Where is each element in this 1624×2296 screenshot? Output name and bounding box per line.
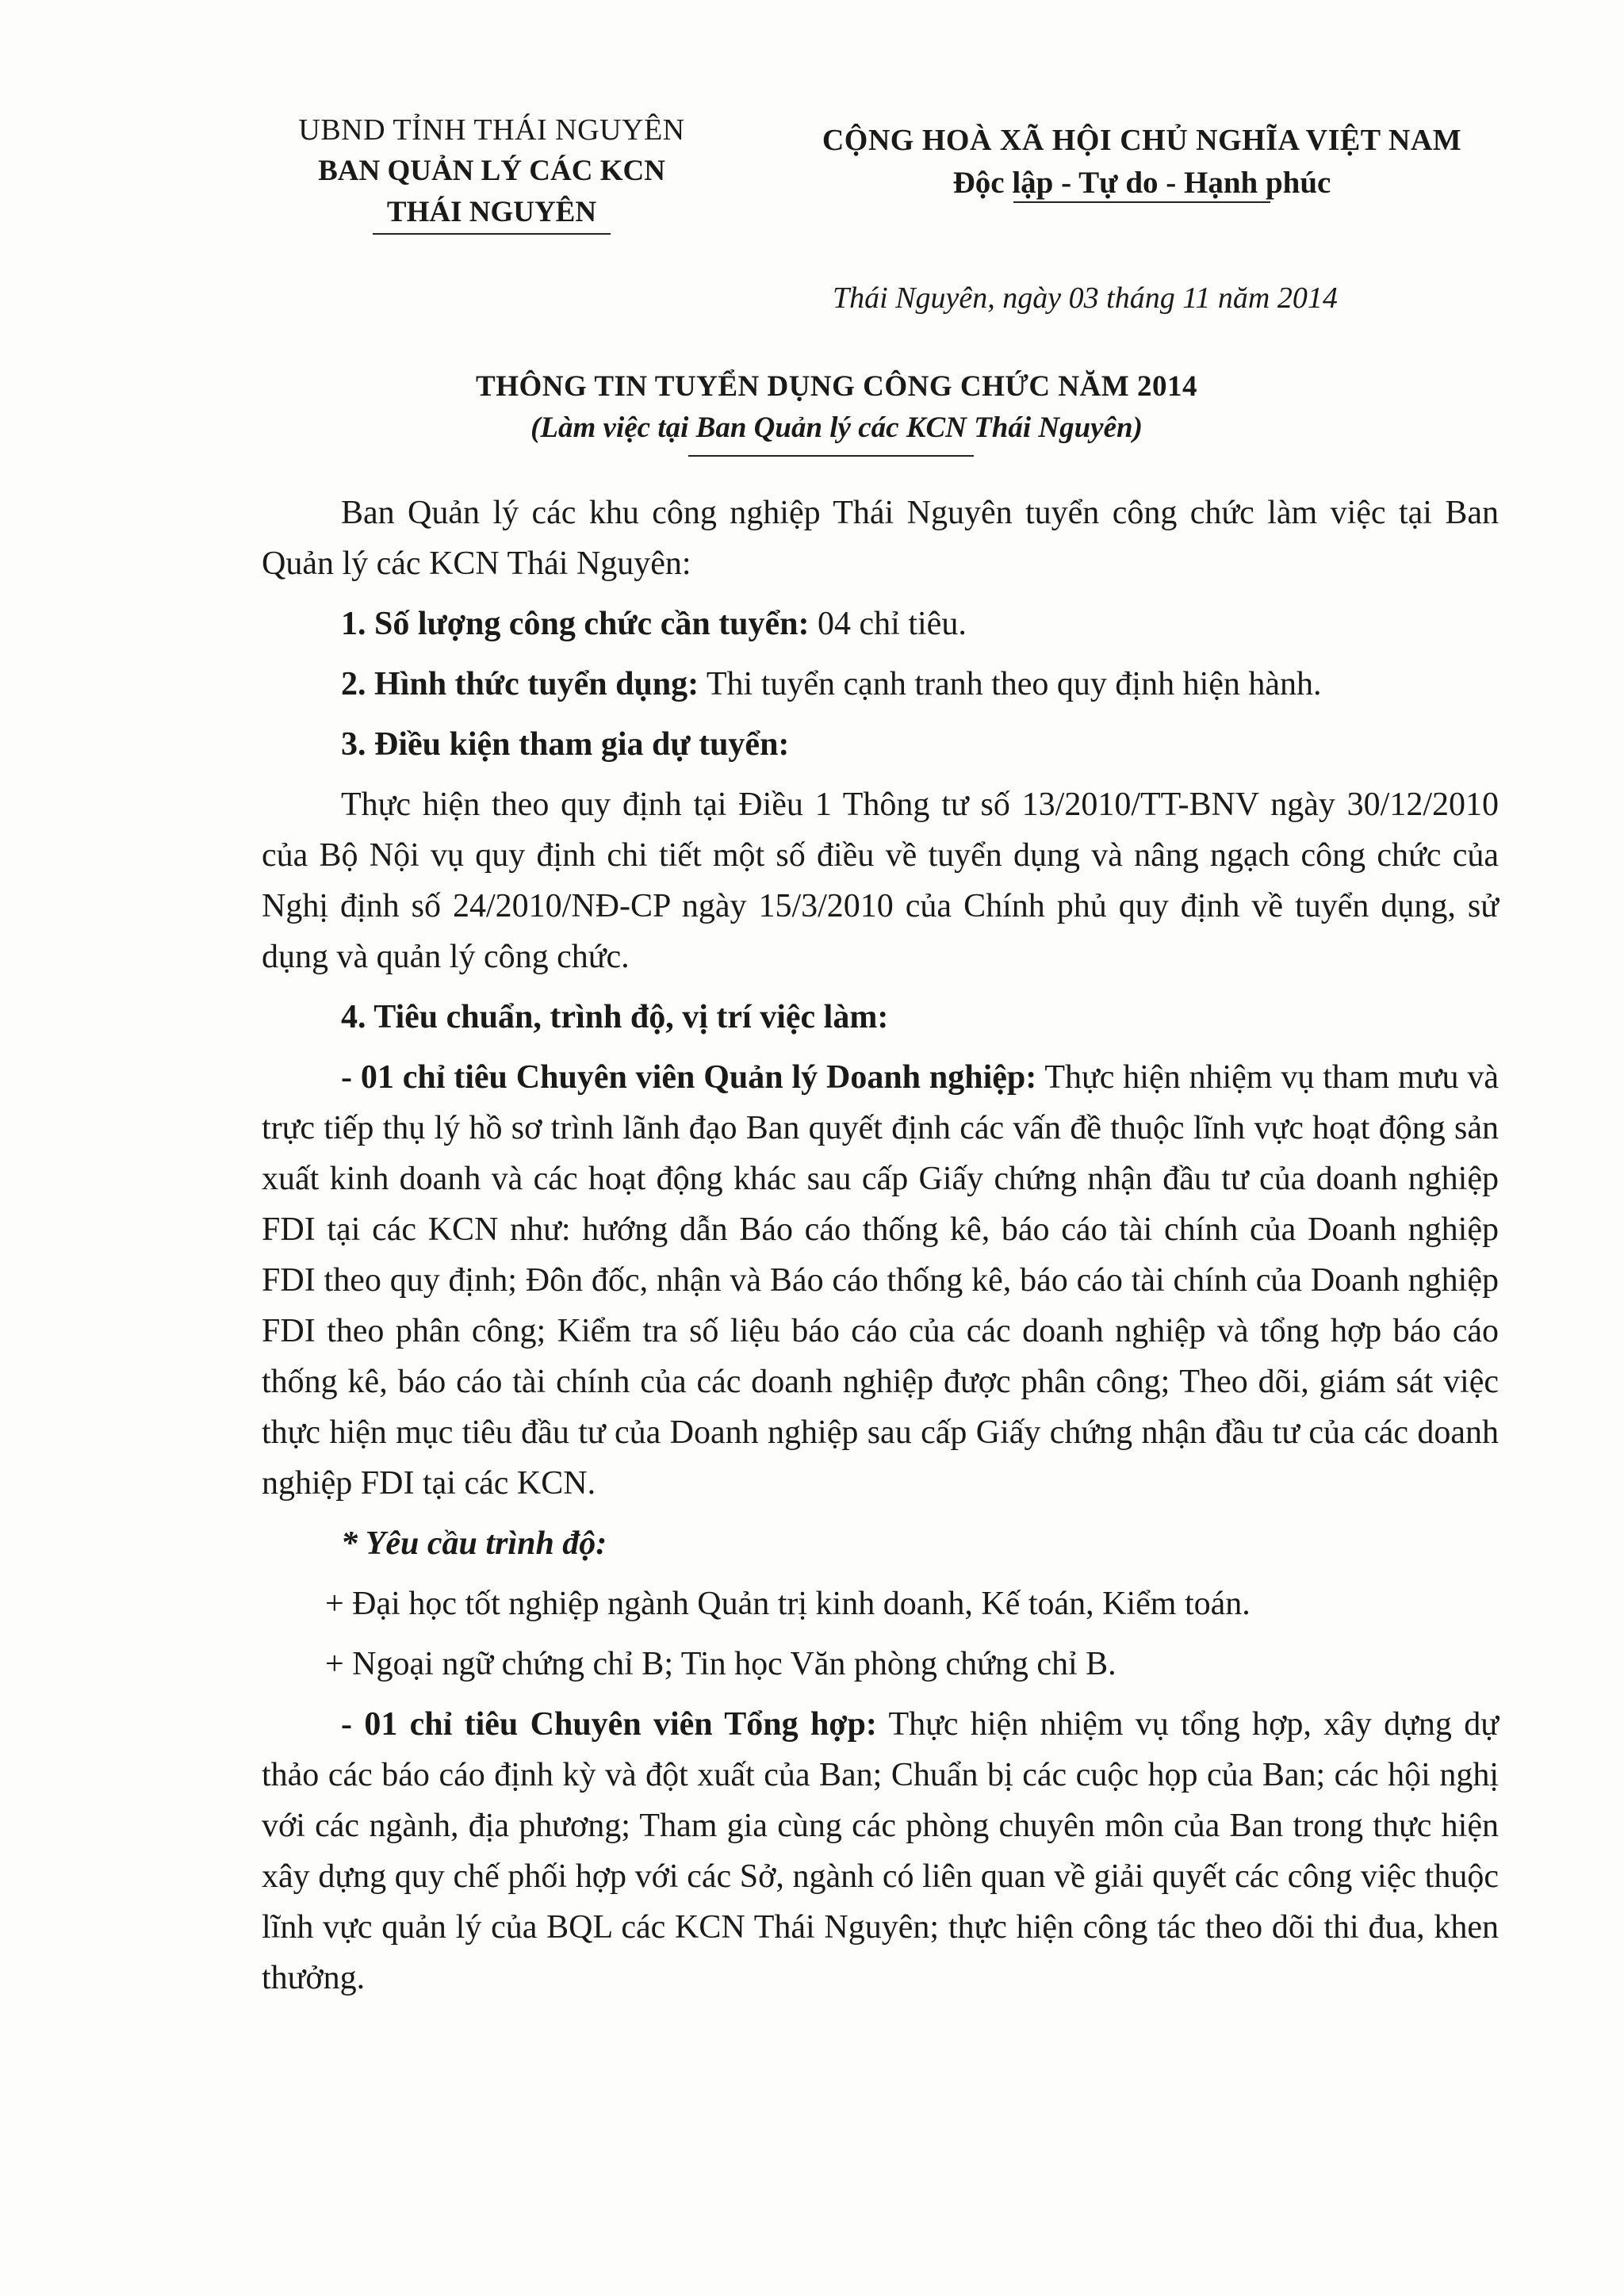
issuing-agency-header	[254, 109, 730, 233]
title-underline	[688, 455, 974, 457]
agency-parent-line: UBND TỈNH THÁI NGUYÊN	[298, 113, 685, 147]
document-body	[262, 488, 1499, 2003]
section-3-heading: 3. Điều kiện tham gia dự tuyển:	[341, 726, 790, 763]
national-motto: Độc lập - Tự do - Hạnh phúc	[952, 166, 1331, 200]
section-1-heading: 1. Số lượng công chức cần tuyển:	[341, 606, 810, 642]
position-2-heading: - 01 chỉ tiêu Chuyên viên Tổng hợp:	[341, 1706, 877, 1743]
section-4-heading: 4. Tiêu chuẩn, trình độ, vị trí việc làm:	[341, 999, 889, 1035]
document-subtitle: (Làm việc tại Ban Quản lý các KCN Thái Nguyên)	[530, 411, 1143, 444]
section-1	[262, 599, 1499, 649]
document-title: THÔNG TIN TUYỂN DỤNG CÔNG CHỨC NĂM 2014	[476, 370, 1197, 403]
agency-location-line: THÁI NGUYÊN	[386, 196, 597, 228]
requirements-heading: * Yêu cầu trình độ:	[341, 1525, 607, 1562]
agency-name-line: BAN QUẢN LÝ CÁC KCN	[318, 155, 665, 187]
position-1-paragraph	[262, 1052, 1499, 1509]
position-1-text: Thực hiện nhiệm vụ tham mưu và trực tiếp thụ lý hồ sơ trình lãnh đạo Ban quyết định các vấn đề thuộc lĩnh vực hoạt động sản xuất kinh doanh và các hoạt động khác sau cấp Giấy chứng nhận đầu tư của doanh nghiệp FDI tại các KCN như: hướng dẫn Báo cáo thống kê, báo cáo tài chính của Doanh nghiệp FDI theo quy định; Đôn đốc, nhận và Báo cáo thống kê, báo cáo tài chính của Doanh nghiệp FDI theo phân công; Kiểm tra số liệu báo cáo của các doanh nghiệp và tổng hợp báo cáo thống kê, báo cáo tài chính của các doanh nghiệp được phân công; Theo dõi, giám sát việc thực hiện mục tiêu đầu tư của Doanh nghiệp sau cấp Giấy chứng nhận đầu tư của các doanh nghiệp FDI tại các KCN.	[262, 1059, 1499, 1502]
agency-underline	[373, 233, 611, 235]
document-title-block	[333, 366, 1340, 449]
section-1-text: 04 chỉ tiêu.	[809, 606, 967, 642]
section-2-heading: 2. Hình thức tuyển dụng:	[341, 666, 699, 702]
requirement-item: + Ngoại ngữ chứng chỉ B; Tin học Văn phòng chứng chỉ B.	[325, 1646, 1116, 1682]
section-2	[262, 659, 1499, 710]
position-2-text: Thực hiện nhiệm vụ tổng hợp, xây dựng dự thảo các báo cáo định kỳ và đột xuất của Ban; Chuẩn bị các cuộc họp của Ban; các hội nghị với các ngành, địa phương; Tham gia cùng các phòng chuyên môn của Ban trong thực hiện xây dựng quy chế phối hợp với các Sở, ngành có liên quan về giải quyết các công việc thuộc lĩnh vực quản lý của BQL các KCN Thái Nguyên; thực hiện công tác theo dõi thi đua, khen thưởng.	[262, 1706, 1499, 1996]
place-date-line: Thái Nguyên, ngày 03 tháng 11 năm 2014	[833, 281, 1338, 315]
position-2-paragraph	[262, 1699, 1499, 2003]
section-2-text: Thi tuyển cạnh tranh theo quy định hiện hành.	[699, 666, 1322, 702]
position-1-heading: - 01 chỉ tiêu Chuyên viên Quản lý Doanh nghiệp:	[341, 1059, 1037, 1096]
requirement-item: + Đại học tốt nghiệp ngành Quản trị kinh doanh, Kế toán, Kiểm toán.	[325, 1586, 1251, 1622]
section-3-text: Thực hiện theo quy định tại Điều 1 Thông tư số 13/2010/TT-BNV ngày 30/12/2010 của Bộ Nội vụ quy định chi tiết một số điều về tuyển dụng và nâng ngạch công chức của Nghị định số 24/2010/NĐ-CP ngày 15/3/2010 của Chính phủ quy định về tuyển dụng, sử dụng và quản lý công chức.	[262, 786, 1499, 975]
national-motto-header	[761, 119, 1522, 205]
intro-paragraph: Ban Quản lý các khu công nghiệp Thái Nguyên tuyển công chức làm việc tại Ban Quản lý các KCN Thái Nguyên:	[262, 495, 1499, 582]
motto-underline	[1013, 201, 1270, 203]
country-name: CỘNG HOÀ XÃ HỘI CHỦ NGHĨA VIỆT NAM	[822, 124, 1462, 157]
